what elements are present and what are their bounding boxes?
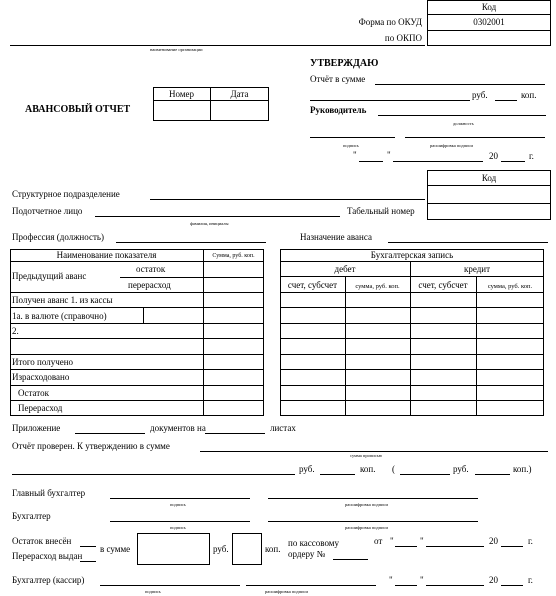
accountant-decode-caption: расшифровка подписи [345, 525, 388, 530]
cashier-label: Бухгалтер (кассир) [12, 575, 85, 585]
organization-caption: наименование организации [150, 47, 203, 52]
rub-amount-label: руб. [213, 544, 229, 554]
debit-account-header: счет, субсчет [287, 280, 338, 290]
head-position-caption: должность [453, 121, 474, 126]
sum-words-caption: сумма прописью [350, 453, 383, 458]
approve-day-line[interactable] [359, 161, 383, 162]
remainder-deposited-label: Остаток внесён [12, 536, 72, 546]
accountant-label: Бухгалтер [12, 511, 51, 521]
cashier-month-line[interactable] [426, 585, 484, 586]
chief-decode-line[interactable] [268, 498, 478, 499]
checked-kop-paren: коп.) [513, 464, 532, 474]
accountable-line[interactable] [95, 216, 340, 217]
checked-sum-line[interactable] [200, 451, 548, 452]
head-signature-caption: подпись [343, 143, 359, 148]
accountant-decode-line[interactable] [268, 521, 478, 522]
doc-title: АВАНСОВЫЙ ОТЧЕТ [25, 104, 131, 115]
chief-signature-caption: подпись [170, 502, 186, 507]
approve-year-suffix: г. [529, 151, 534, 161]
order-month-line[interactable] [426, 546, 484, 547]
order-year-prefix: 20 [489, 536, 498, 546]
sheets-label: листах [270, 423, 296, 433]
credit-header: кредит [463, 264, 491, 274]
approve-year-line[interactable] [501, 161, 525, 162]
purpose-line[interactable] [388, 242, 548, 243]
head-decode-line[interactable] [405, 137, 545, 138]
order-quote-close: " [420, 536, 424, 546]
kop-amount-box[interactable] [232, 533, 262, 565]
accountant-signature-line[interactable] [110, 521, 250, 522]
organization-line[interactable] [10, 45, 425, 46]
approve-sum-label: Отчёт в сумме [310, 74, 366, 84]
col-indicator-name: Наименование показателя [56, 250, 157, 260]
order-year-suffix: г. [528, 536, 533, 546]
profession-line[interactable] [116, 242, 266, 243]
order-no: ордеру № [288, 549, 326, 559]
approve-kop-line[interactable] [495, 100, 517, 101]
approve-month-line[interactable] [393, 161, 483, 162]
overspend-issued-line[interactable] [80, 561, 96, 562]
purpose-label: Назначение аванса [300, 232, 372, 242]
okpo-label: по ОКПО [384, 33, 422, 43]
head-decode-caption: расшифровка подписи [430, 143, 473, 148]
in-sum-label: в сумме [100, 544, 131, 554]
approve-rub: руб. [472, 90, 488, 100]
credit-sum-header: сумма, руб. коп. [487, 283, 533, 290]
number-label: Номер [168, 89, 195, 99]
row-received: Получен аванс 1. из кассы [12, 295, 113, 305]
debit-header: дебет [334, 264, 356, 274]
checked-rub-2: руб. [453, 464, 469, 474]
order-from: от [374, 536, 383, 546]
cashier-year-suffix: г. [528, 575, 533, 585]
overspend-issued-label: Перерасход выдан [12, 551, 83, 561]
order-number-line[interactable] [333, 559, 368, 560]
chief-accountant-label: Главный бухгалтер [12, 488, 86, 498]
appendix-sheets-line[interactable] [205, 433, 265, 434]
approve-sum-line-2[interactable] [310, 100, 470, 101]
col-indicator-sum: Сумма, руб. коп. [212, 253, 255, 259]
person-kod-header: Код [481, 173, 497, 183]
chief-decode-caption: расшифровка подписи [345, 502, 388, 507]
appendix-docs-line[interactable] [75, 433, 145, 434]
approve-year-prefix: 20 [489, 151, 498, 161]
approve-kop: коп. [521, 90, 537, 100]
row-prev-advance: Предыдущий аванс [12, 271, 87, 281]
checked-kop-line[interactable] [320, 474, 355, 475]
cashier-day-line[interactable] [395, 585, 417, 586]
approve-date-quote-close: " [387, 150, 391, 160]
head-label: Руководитель [310, 105, 367, 115]
kop-amount-label: коп. [265, 544, 281, 554]
checked-sum-line-2[interactable] [12, 474, 295, 475]
cashier-signature-caption: подпись [145, 589, 161, 594]
row-remainder: Остаток [18, 388, 49, 398]
approve-date-quote-open: " [353, 150, 357, 160]
tab-number-label: Табельный номер [347, 206, 415, 216]
cashier-quote-open: " [389, 575, 393, 585]
row-prev-remainder: остаток [136, 264, 166, 274]
cashier-year-prefix: 20 [489, 575, 498, 585]
accountable-label: Подотчетное лицо [12, 206, 83, 216]
row-prev-overspend: перерасход [128, 280, 171, 290]
struct-label: Структурное подразделение [12, 189, 120, 199]
cashier-quote-close: " [420, 575, 424, 585]
head-position-line[interactable] [378, 115, 546, 116]
order-quote-open: " [390, 536, 394, 546]
row-spent: Израсходовано [12, 372, 70, 382]
chief-signature-line[interactable] [110, 498, 250, 499]
checked-kop: коп. [360, 464, 376, 474]
struct-line[interactable] [150, 199, 425, 200]
row-overspend: Перерасход [18, 403, 63, 413]
row-currency: 1а. в валюте (справочно) [12, 311, 107, 321]
okud-value[interactable]: 0302001 [473, 17, 505, 27]
cashier-decode-line[interactable] [246, 585, 376, 586]
credit-account-header: счет, субсчет [418, 280, 468, 290]
profession-label: Профессия (должность) [12, 232, 104, 242]
fio-caption: фамилия, инициалы [190, 221, 229, 226]
okud-label: Форма по ОКУД [358, 17, 422, 27]
remainder-deposited-line[interactable] [80, 546, 96, 547]
accounting-title: Бухгалтерская запись [370, 250, 454, 260]
checked-rub: руб. [299, 464, 315, 474]
checked-kop-digits-line[interactable] [475, 474, 510, 475]
head-signature-line[interactable] [310, 137, 395, 138]
checked-rub-digits-line[interactable] [400, 474, 450, 475]
codes-kod-header: Код [481, 2, 497, 12]
order-day-line[interactable] [395, 546, 417, 547]
date-label: Дата [230, 89, 249, 99]
cashier-decode-caption: расшифровка подписи [265, 589, 308, 594]
row-total-received: Итого получено [12, 357, 74, 367]
accountant-signature-caption: подпись [170, 525, 186, 530]
by-cash-order: по кассовому [288, 538, 339, 548]
appendix-label: Приложение [12, 423, 61, 433]
order-year-line[interactable] [501, 546, 523, 547]
approve-sum-line[interactable] [375, 84, 545, 85]
approve-title: УТВЕРЖДАЮ [310, 58, 379, 69]
documents-on: документов на [150, 423, 206, 433]
debit-sum-header: сумма, руб. коп. [355, 283, 400, 290]
cashier-year-line[interactable] [501, 585, 523, 586]
checked-label: Отчёт проверен. К утверждению в сумме [12, 441, 170, 451]
cashier-signature-line[interactable] [100, 585, 240, 586]
rub-amount-box[interactable] [137, 533, 210, 565]
paren-open: ( [392, 464, 395, 474]
row-item-2: 2. [12, 326, 19, 336]
